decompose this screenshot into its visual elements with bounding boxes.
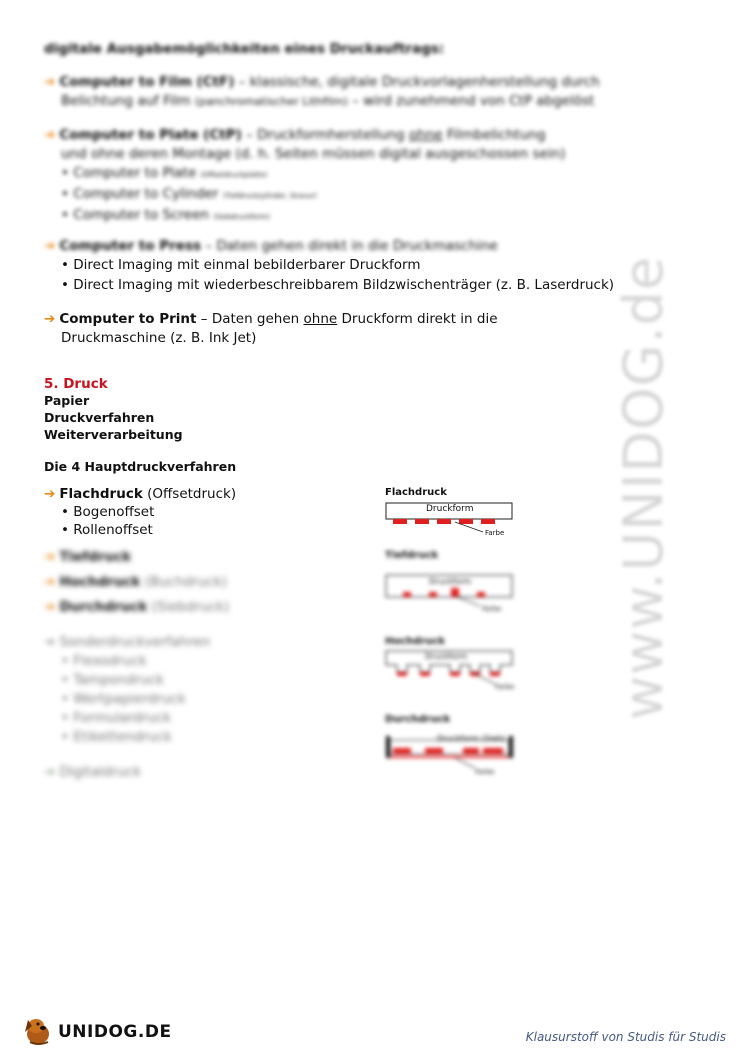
list-item: • Direct Imaging mit einmal bebilderbarer Druckform bbox=[61, 257, 421, 273]
ctf-block bbox=[44, 73, 600, 111]
ctf-desc-2b: (panchromatischer Lithfilm) bbox=[194, 95, 348, 108]
diagram-farbe-label: Farbe bbox=[485, 529, 505, 537]
arrow-right-icon: ➔ bbox=[44, 634, 56, 650]
arrow-right-icon: ➔ bbox=[44, 764, 56, 780]
section-title: 5. Druck bbox=[44, 376, 108, 392]
subheading: Die 4 Hauptdruckverfahren bbox=[44, 459, 237, 474]
arrow-right-icon: ➔ bbox=[44, 311, 56, 327]
ctp-desc-2: und ohne deren Montage (d. h. Seiten müssen digital ausgeschossen sein) bbox=[61, 146, 566, 162]
dog-logo-icon bbox=[20, 1012, 56, 1048]
diagram-form-label: Druckform bbox=[426, 504, 474, 514]
blurred-diagrams: Tiefdruck Druckform Farbe Hochdruck Druckform Farbe Durchdruck Druckform (Sieb) Farbe bbox=[385, 550, 515, 776]
arrow-right-icon: ➔ bbox=[44, 574, 56, 590]
druckverfahren-list: ➔ Tiefdruck ➔ Hochdruck (Buchdruck) ➔ Durchdruck (Siebdruck) ➔ Sonderdruckverfahren • Flexodruck • Tampondruck • Wertpapierdruck • Formulardruck • Etikettendruck ➔ Digitaldruck bbox=[44, 549, 230, 780]
footer-tagline: Klausurstoff von Studis für Studis bbox=[525, 1030, 726, 1044]
diagram-title-flachdruck: Flachdruck bbox=[385, 487, 447, 498]
watermark: www.UNIDOG.de bbox=[612, 255, 675, 720]
list-item: • Computer to Cylinder (Tiefdruckzylinder, Gravur) bbox=[61, 186, 317, 202]
ctpress-heading: ➔ Computer to Press – Daten gehen direkt in die Druckmaschine bbox=[44, 238, 498, 254]
ctf-desc-2a: Belichtung auf Film bbox=[61, 93, 191, 109]
ctprint-title: Computer to Print bbox=[59, 311, 197, 327]
arrow-right-icon: ➔ bbox=[44, 486, 56, 502]
ctp-desc-end: Filmbelichtung bbox=[446, 127, 546, 143]
diagram-title-tiefdruck: Tiefdruck bbox=[385, 550, 439, 561]
ctf-title: Computer to Film (CtF) bbox=[59, 74, 235, 90]
arrow-right-icon: ➔ bbox=[44, 549, 56, 565]
arrow-right-icon: ➔ bbox=[44, 127, 56, 143]
list-item: • Direct Imaging mit wiederbeschreibbarem Bildzwischenträger (z. B. Laserdruck) bbox=[61, 277, 615, 293]
list-item: • Computer to Plate (Offsetdruckplatte) bbox=[61, 165, 268, 181]
ctf-desc-2c: – wird zunehmend von CtP abgelöst bbox=[352, 93, 595, 109]
flachdruck-diagram bbox=[385, 502, 515, 542]
ctp-block bbox=[44, 126, 565, 227]
diagram-title-durchdruck: Durchdruck bbox=[385, 714, 451, 725]
diagram-title-hochdruck: Hochdruck bbox=[385, 636, 446, 647]
arrow-right-icon: ➔ bbox=[44, 74, 56, 90]
arrow-right-icon: ➔ bbox=[44, 238, 56, 254]
ctprint-block: ➔ Computer to Print – Daten gehen ohne Druckform direkt in die Druckmaschine (z. B. Ink Jet) bbox=[44, 311, 498, 346]
subsection-list: Papier Druckverfahren Weiterverarbeitung bbox=[44, 393, 183, 442]
list-item: • Bogenoffset bbox=[61, 504, 155, 520]
ctp-title: Computer to Plate (CtP) bbox=[59, 127, 242, 143]
list-item: • Rollenoffset bbox=[61, 522, 153, 537]
ctf-desc: – klassische, digitale Druckvorlagenherstellung durch bbox=[238, 74, 600, 90]
list-item: • Computer to Screen (Siebdruckform) bbox=[61, 207, 270, 223]
ctp-desc: – Druckformherstellung bbox=[246, 127, 405, 143]
section-heading: digitale Ausgabemöglichkeiten eines Druckauftrags: bbox=[44, 41, 445, 57]
footer-logo bbox=[20, 1012, 172, 1048]
arrow-right-icon: ➔ bbox=[44, 599, 56, 615]
flachdruck-item: ➔ Flachdruck (Offsetdruck) bbox=[44, 486, 237, 502]
logo-text: UNIDOG.DE bbox=[58, 1022, 172, 1042]
ctp-desc-underline: ohne bbox=[408, 127, 443, 143]
ctprint-desc-2: Druckmaschine (z. B. Ink Jet) bbox=[61, 330, 257, 346]
